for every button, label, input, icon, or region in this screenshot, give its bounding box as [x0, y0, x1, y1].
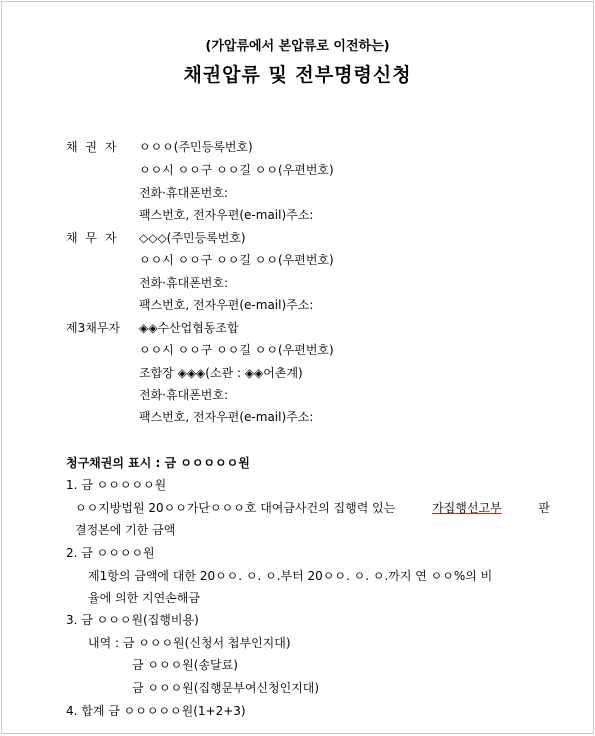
creditor-phone: 전화·휴대폰번호:	[139, 186, 229, 200]
claim-item3-title: 3. 금 ㅇㅇㅇ원(집행비용)	[66, 613, 199, 627]
claim-item1-underlined: 가집행선고부	[432, 501, 502, 515]
third-debtor-fax: 팩스번호, 전자우편(e-mail)주소:	[139, 410, 314, 424]
claim-item4-title: 4. 합계 금 ㅇㅇㅇㅇㅇ원(1+2+3)	[66, 704, 246, 718]
debtor-address: ㅇㅇ시 ㅇㅇ구 ㅇㅇ길 ㅇㅇ(우편번호)	[139, 253, 334, 267]
claim-item2-title: 2. 금 ㅇㅇㅇㅇ원	[66, 546, 155, 560]
claim-item1-line2: 결정본에 기한 금액	[75, 523, 176, 537]
debtor-name: ◇◇◇(주민등록번호)	[139, 231, 246, 245]
third-debtor-address: ㅇㅇ시 ㅇㅇ구 ㅇㅇ길 ㅇㅇ(우편번호)	[139, 343, 334, 357]
document-subtitle: (가압류에서 본압류로 이전하는)	[205, 39, 390, 54]
debtor-phone: 전화·휴대폰번호:	[139, 276, 229, 290]
third-debtor-chief: 조합장 ◈◈◈(소관 : ◈◈어촌계)	[139, 366, 303, 380]
creditor-address: ㅇㅇ시 ㅇㅇ구 ㅇㅇ길 ㅇㅇ(우편번호)	[139, 163, 334, 177]
claim-item3-detail2: 금 ㅇㅇㅇ원(송달료)	[132, 658, 238, 672]
third-debtor-phone: 전화·휴대폰번호:	[139, 388, 229, 402]
claim-item1-line1	[75, 500, 550, 516]
claim-item3-detail1: 내역 : 금 ㅇㅇㅇ원(신청서 첩부인지대)	[88, 636, 291, 650]
document-page	[1, 1, 594, 734]
creditor-name: ㅇㅇㅇ(주민등록번호)	[139, 140, 253, 154]
claim-heading: 청구채권의 표시 : 금 ㅇㅇㅇㅇㅇ원	[66, 456, 250, 470]
debtor-fax: 팩스번호, 전자우편(e-mail)주소:	[139, 298, 314, 312]
debtor-label: 채 무 자	[66, 231, 119, 245]
claim-item1-tail: 판	[538, 501, 550, 515]
claim-item2-line1: 제1항의 금액에 대한 20ㅇㅇ. ㅇ. ㅇ.부터 20ㅇㅇ. ㅇ. ㅇ.까지 연 ㅇㅇ%의 비	[88, 569, 493, 583]
document-title: 채권압류 및 전부명령신청	[183, 64, 412, 86]
claim-item3-detail3: 금 ㅇㅇㅇ원(집행문부여신청인지대)	[132, 681, 320, 695]
third-debtor-name: ◈◈수산업협동조합	[139, 321, 239, 335]
claim-item1-title: 1. 금 ㅇㅇㅇㅇㅇ원	[66, 478, 167, 492]
claim-item1-text: ㅇㅇ지방법원 20ㅇㅇ가단ㅇㅇㅇ호 대여금사건의 집행력 있는	[75, 501, 396, 515]
creditor-fax: 팩스번호, 전자우편(e-mail)주소:	[139, 208, 314, 222]
creditor-label: 채 권 자	[66, 140, 119, 154]
claim-item2-line2: 율에 의한 지연손해금	[88, 591, 200, 605]
third-debtor-label: 제3채무자	[66, 321, 121, 335]
